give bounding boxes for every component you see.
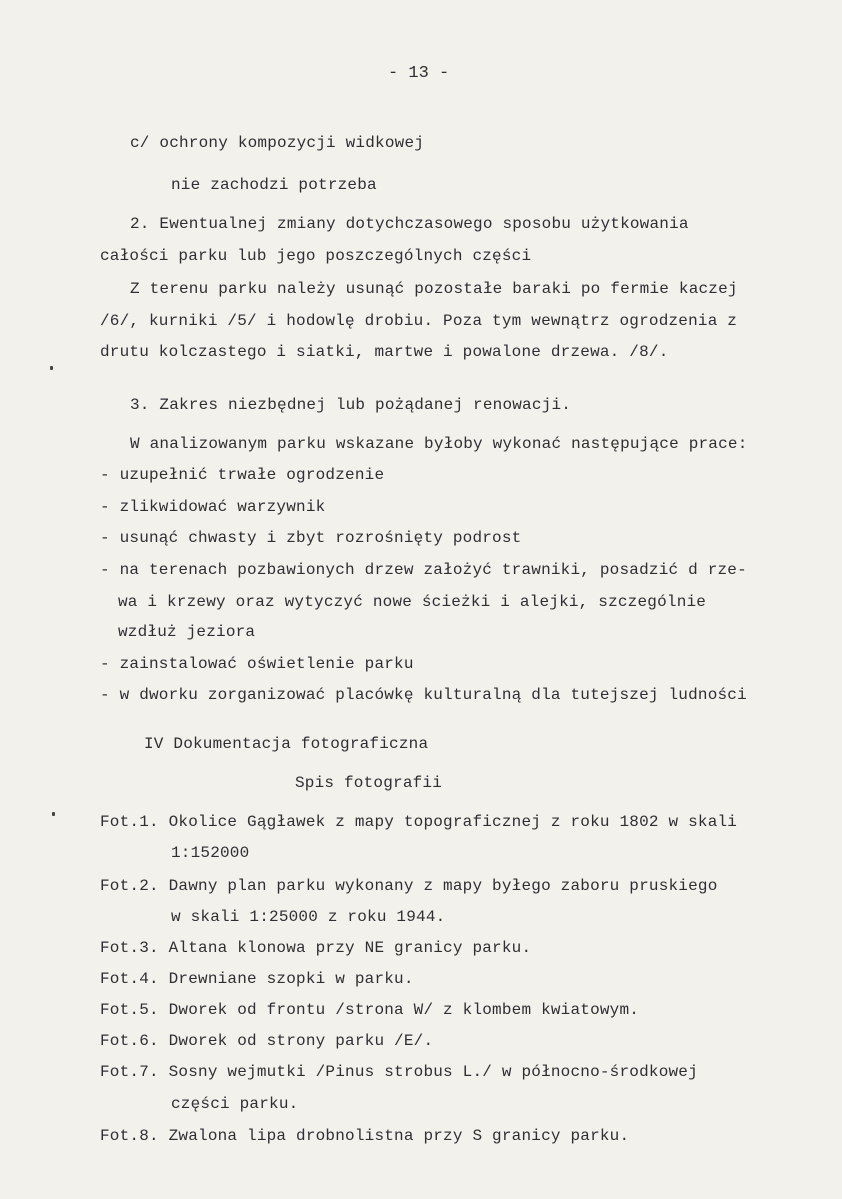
list-item: Fot.8. Zwalona lipa drobnolistna przy S granicy parku. xyxy=(100,1127,630,1145)
text-line: 2. Ewentualnej zmiany dotychczasowego sposobu użytkowania xyxy=(130,215,689,233)
list-item: Fot.6. Dworek od strony parku /E/. xyxy=(100,1032,434,1050)
list-item: części parku. xyxy=(171,1095,299,1113)
text-line: - zlikwidować warzywnik xyxy=(100,498,326,516)
list-item: Fot.2. Dawny plan parku wykonany z mapy byłego zaboru pruskiego xyxy=(100,877,718,895)
text-line: 3. Zakres niezbędnej lub pożądanej renowacji. xyxy=(130,396,572,414)
text-line: - na terenach pozbawionych drzew założyć trawniki, posadzić d rze- xyxy=(100,561,747,579)
list-item: 1:152000 xyxy=(171,844,250,862)
text-line: wzdłuż jeziora xyxy=(118,623,256,641)
section-subheading: Spis fotografii xyxy=(295,774,443,792)
text-line: - usunąć chwasty i zbyt rozrośnięty podrost xyxy=(100,529,522,547)
text-line: W analizowanym parku wskazane byłoby wykonać następujące prace: xyxy=(130,435,748,453)
page-number: - 13 - xyxy=(388,64,450,83)
list-item: Fot.5. Dworek od frontu /strona W/ z klombem kwiatowym. xyxy=(100,1001,640,1019)
text-line: - uzupełnić trwałe ogrodzenie xyxy=(100,466,385,484)
text-line: - w dworku zorganizować placówkę kulturalną dla tutejszej ludności xyxy=(100,686,747,704)
list-item: Fot.7. Sosny wejmutki /Pinus strobus L./ w północno-środkowej xyxy=(100,1063,698,1081)
text-line: - zainstalować oświetlenie parku xyxy=(100,655,414,673)
list-item: Fot.4. Drewniane szopki w parku. xyxy=(100,970,414,988)
text-line: Z terenu parku należy usunąć pozostałe baraki po fermie kaczej xyxy=(130,280,738,298)
list-item: w skali 1:25000 z roku 1944. xyxy=(171,908,446,926)
list-item: Fot.1. Okolice Gągławek z mapy topograficznej z roku 1802 w skali xyxy=(100,813,738,831)
binding-mark xyxy=(50,366,53,370)
list-item: Fot.3. Altana klonowa przy NE granicy parku. xyxy=(100,939,532,957)
text-line: wa i krzewy oraz wytyczyć nowe ścieżki i alejki, szczególnie xyxy=(118,593,707,611)
binding-mark xyxy=(52,812,55,816)
text-line: /6/, kurniki /5/ i hodowlę drobiu. Poza tym wewnątrz ogrodzenia z xyxy=(100,312,738,330)
text-line: drutu kolczastego i siatki, martwe i powalone drzewa. /8/. xyxy=(100,343,669,361)
text-line: całości parku lub jego poszczególnych części xyxy=(100,247,532,265)
section-heading: IV Dokumentacja fotograficzna xyxy=(144,735,429,753)
text-line: c/ ochrony kompozycji widkowej xyxy=(130,134,425,152)
text-line: nie zachodzi potrzeba xyxy=(171,176,377,194)
